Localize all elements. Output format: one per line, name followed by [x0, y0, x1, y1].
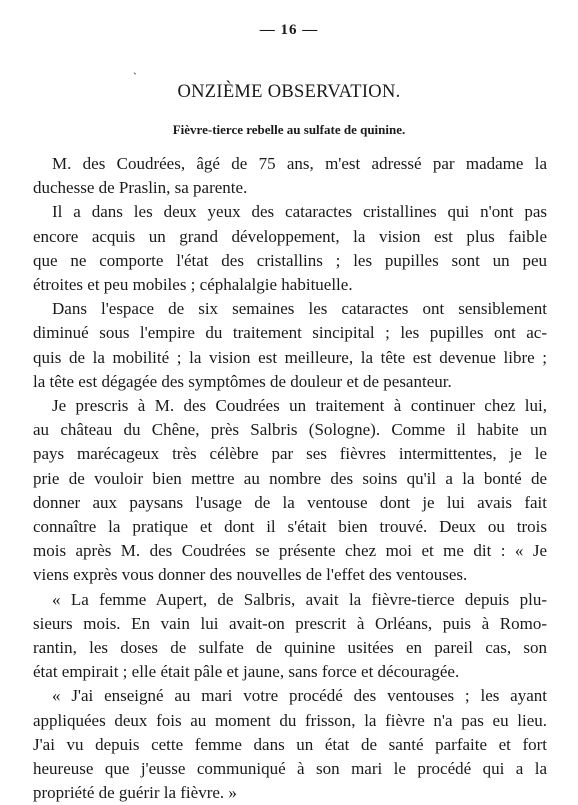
text-line: duchesse de Praslin, sa parente. [33, 178, 248, 198]
paragraph [33, 684, 547, 805]
paragraph [33, 588, 547, 685]
text-line: la tête est dégagée des symptômes de douleur et de pesanteur. [33, 371, 452, 391]
text-line: au château du Chêne, près Salbris (Sologne). Comme il habite un [33, 420, 547, 440]
text-line: prie de vouloir bien mettre au nombre des soins qu'il a la bonté de [33, 468, 547, 488]
text-line: M. des Coudrées, âgé de 75 ans, m'est adressé par madame la [52, 154, 547, 173]
text-line: J'ai vu depuis cette femme dans un état de santé parfaite et fort [33, 734, 547, 754]
text-line: sieurs mois. En vain lui avait-on prescrit à Orléans, puis à Romo- [33, 613, 547, 633]
text-line: « J'ai enseigné au mari votre procédé des ventouses ; les ayant [52, 686, 547, 706]
text-line: état empirait ; elle était pâle et jaune, sans force et découragée. [33, 662, 460, 682]
text-line: quis de la mobilité ; la vision est meilleure, la tête est devenue libre ; [33, 347, 547, 367]
text-line: que ne comporte l'état des cristallins ; les pupilles sont un peu [33, 250, 547, 270]
text-line: heureuse que j'eusse communiqué à son mari le procédé qui a la [33, 759, 547, 779]
chapter-subtitle: Fièvre-tierce rebelle au sulfate de quinine. [172, 122, 406, 137]
text-line: Je prescris à M. des Coudrées un traitement à continuer chez lui, [52, 396, 547, 416]
text-line: viens exprès vous donner des nouvelles de l'effet des ventouses. [33, 565, 468, 585]
text-line: donner aux paysans l'usage de la ventouse dont je lui avais fait [33, 492, 547, 512]
text-line: étroites et peu mobiles ; céphalalgie habituelle. [33, 275, 353, 295]
text-line: connaître la pratique et dont il s'était bien trouvé. Deux ou trois [33, 517, 547, 537]
paragraph [33, 394, 547, 588]
chapter-title: ONZIÈME OBSERVATION. [177, 82, 401, 102]
paragraph [33, 152, 547, 200]
text-line: « La femme Aupert, de Salbris, avait la fièvre-tierce depuis plu- [52, 589, 547, 609]
text-line: Il a dans les deux yeux des cataractes cristallines qui n'ont pas [52, 202, 547, 222]
page-number: — 16 — [259, 22, 319, 38]
stray-ink-mark: ` [133, 70, 137, 84]
text-line: rantin, les doses de sulfate de quinine usitées en pareil cas, son [33, 638, 547, 658]
text-line: Dans l'espace de six semaines les cataractes ont sensiblement [52, 299, 547, 319]
paragraph [33, 297, 547, 394]
body-text [33, 152, 547, 805]
text-line: appliquées deux fois au moment du frisson, la fièvre n'a pas eu lieu. [33, 710, 547, 730]
text-line: mois après M. des Coudrées se présente chez moi et me dit : « Je [33, 541, 547, 561]
text-line: diminué sous l'empire du traitement sincipital ; les pupilles ont ac- [33, 323, 547, 343]
text-line: propriété de guérir la fièvre. » [33, 783, 237, 803]
paragraph [33, 200, 547, 297]
text-line: encore acquis un grand développement, la vision est plus faible [33, 226, 547, 246]
text-line: pays marécageux très célèbre par ses fièvres intermittentes, je le [33, 444, 547, 464]
